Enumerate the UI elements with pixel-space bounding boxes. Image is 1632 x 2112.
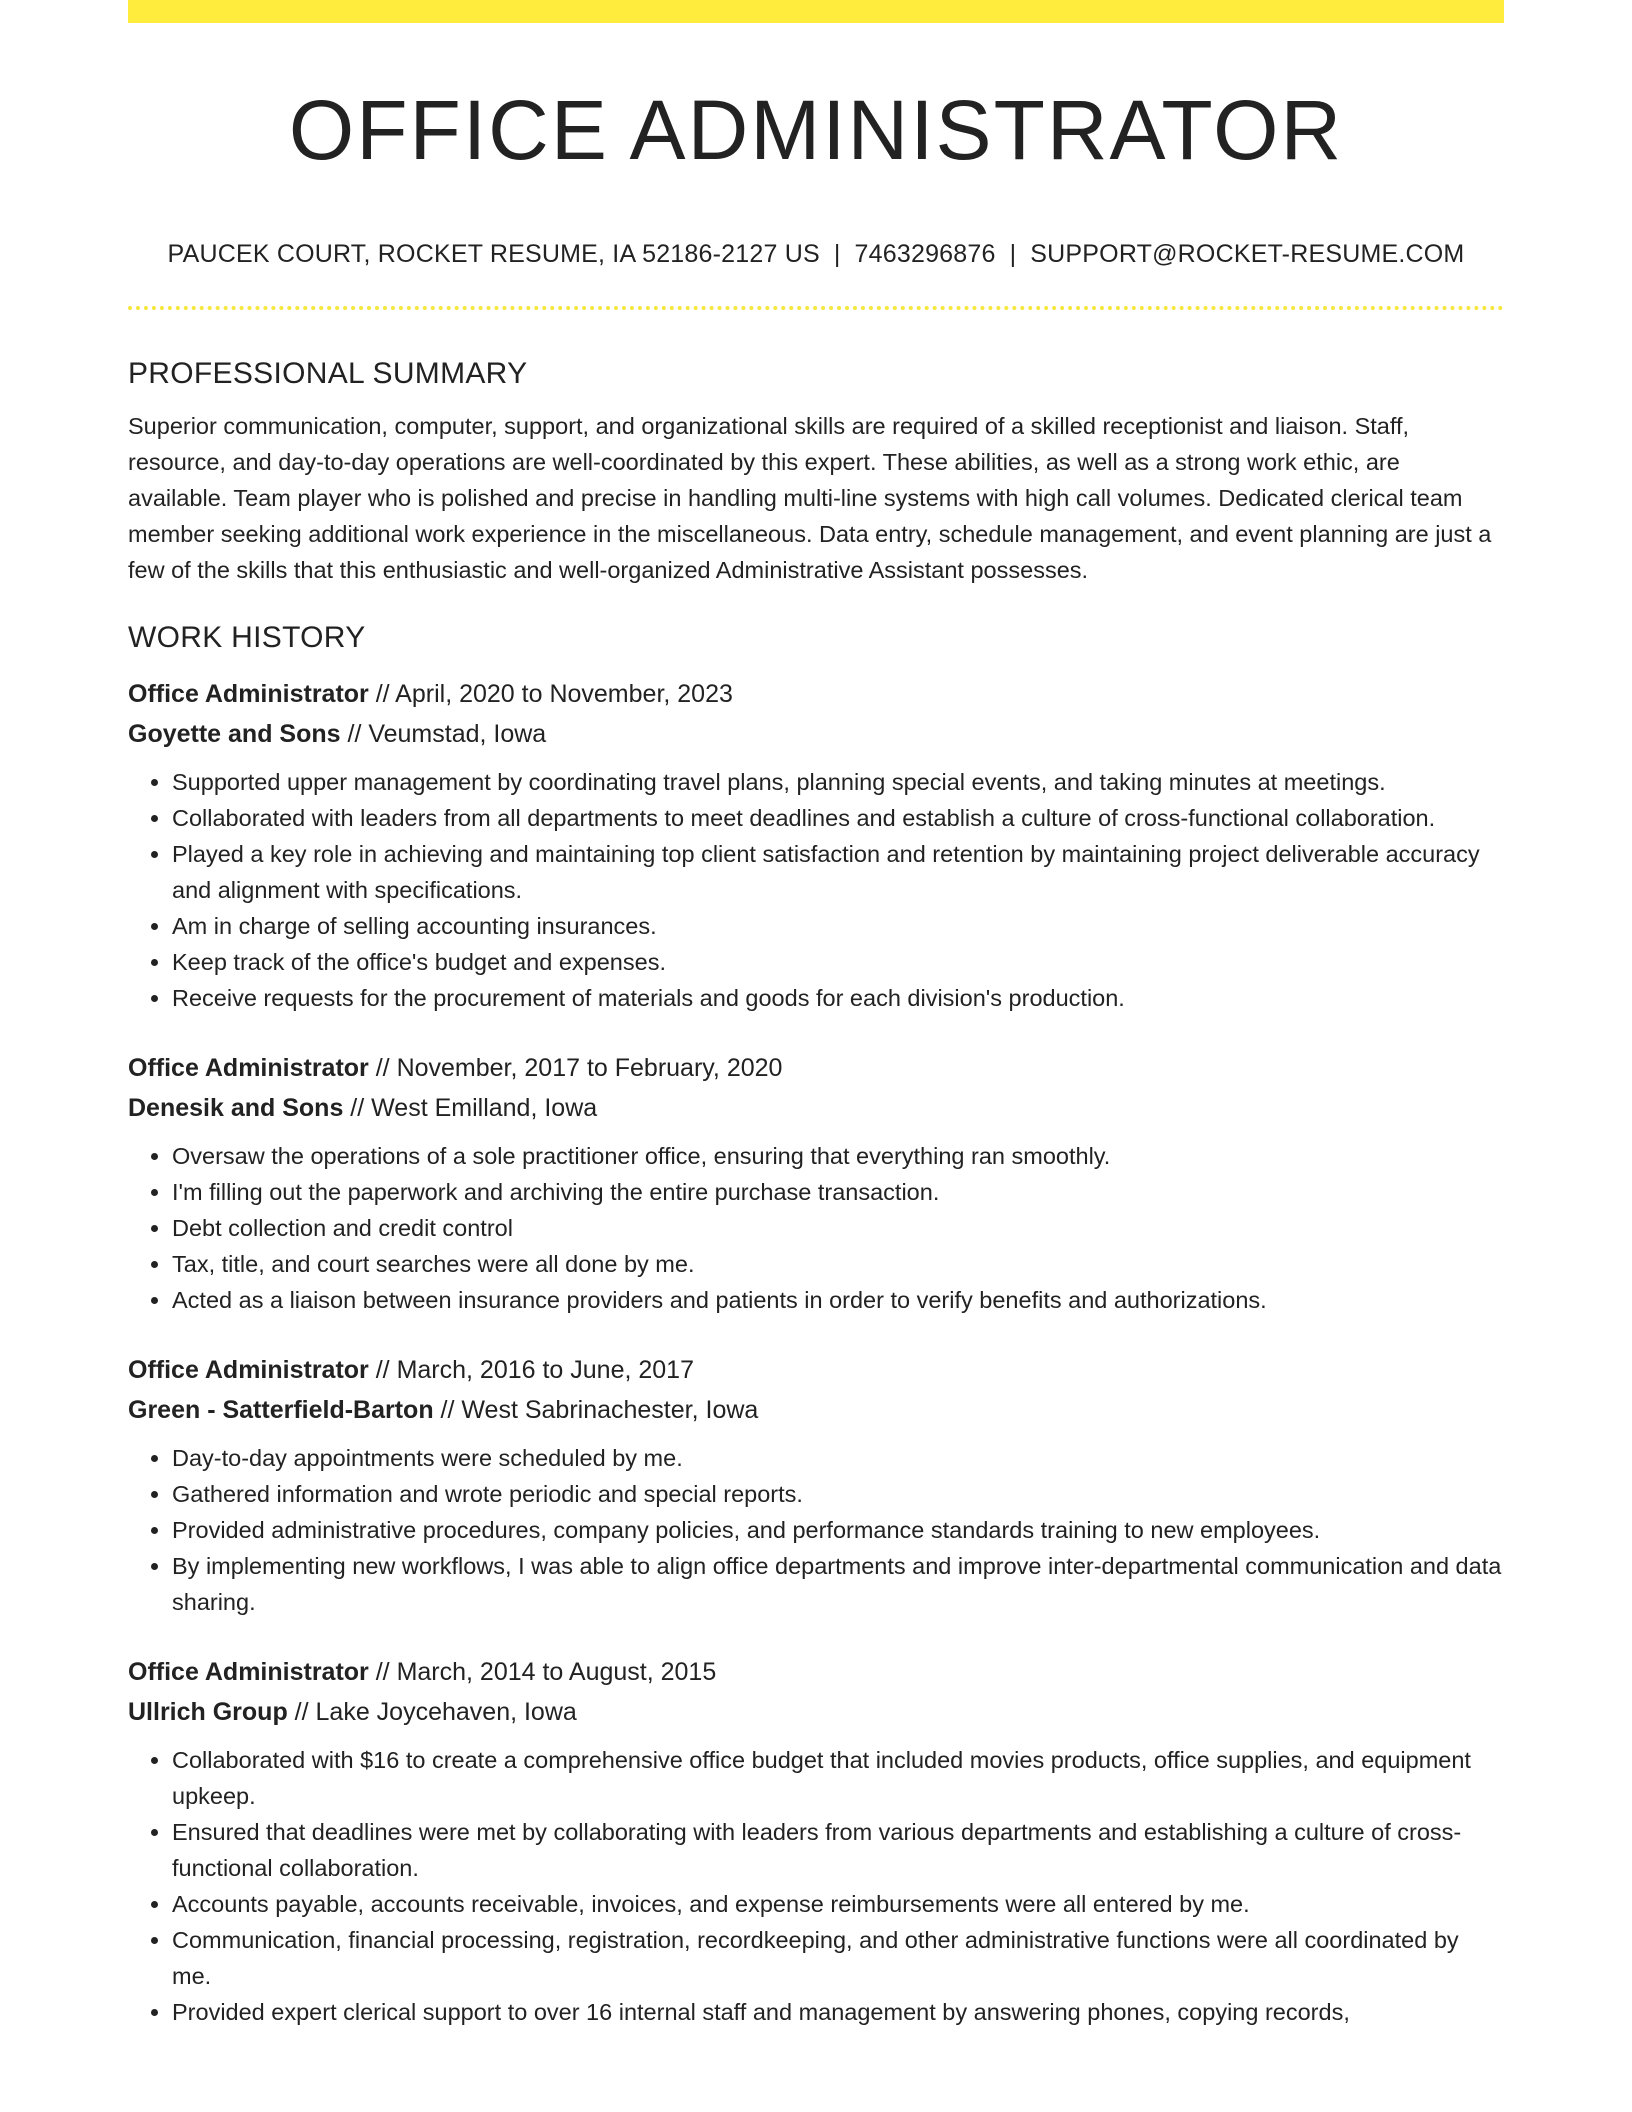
job-role: Office Administrator bbox=[128, 1054, 369, 1082]
job-company-line bbox=[128, 1088, 1504, 1128]
bullet-item: • Collaborated with $16 to create a comprehensive office budget that included movies products, office supplies, and equipment upkeep. bbox=[172, 1742, 1504, 1814]
job-bullets bbox=[128, 1138, 1504, 1318]
job-role: Office Administrator bbox=[128, 1356, 369, 1384]
separator: | bbox=[833, 240, 841, 268]
job-entry bbox=[128, 1652, 1504, 2030]
bullet-item: • By implementing new workflows, I was able to align office departments and improve inter-departmental communication and data sharing. bbox=[172, 1548, 1504, 1620]
bullet-item: • Receive requests for the procurement of materials and goods for each division's production. bbox=[172, 980, 1504, 1016]
bullet-item: • Supported upper management by coordinating travel plans, planning special events, and taking minutes at meetings. bbox=[172, 764, 1504, 800]
job-location: // West Sabrinachester, Iowa bbox=[433, 1396, 759, 1424]
bullet-item: • Day-to-day appointments were scheduled by me. bbox=[172, 1440, 1504, 1476]
dotted-divider bbox=[128, 306, 1504, 310]
contact-line bbox=[128, 236, 1504, 272]
address: PAUCEK COURT, ROCKET RESUME, IA 52186-2127 US bbox=[167, 240, 820, 268]
job-entry bbox=[128, 1048, 1504, 1318]
job-role-line bbox=[128, 1048, 1504, 1088]
summary-heading: PROFESSIONAL SUMMARY bbox=[128, 357, 528, 390]
job-role: Office Administrator bbox=[128, 1658, 369, 1686]
job-role-line bbox=[128, 674, 1504, 714]
bullet-item: • Ensured that deadlines were met by collaborating with leaders from various departments and establishing a culture of cross-functional collaboration. bbox=[172, 1814, 1504, 1886]
phone: 7463296876 bbox=[854, 240, 996, 268]
job-location: // Veumstad, Iowa bbox=[340, 720, 547, 748]
bullet-item: • Am in charge of selling accounting insurances. bbox=[172, 908, 1504, 944]
bullet-item: • Provided administrative procedures, company policies, and performance standards training to new employees. bbox=[172, 1512, 1504, 1548]
bullet-item: • Communication, financial processing, registration, recordkeeping, and other administrative functions were all coordinated by me. bbox=[172, 1922, 1504, 1994]
job-dates: // April, 2020 to November, 2023 bbox=[368, 680, 733, 708]
job-location: // Lake Joycehaven, Iowa bbox=[287, 1698, 577, 1726]
bullet-item: • Keep track of the office's budget and expenses. bbox=[172, 944, 1504, 980]
job-dates: // March, 2014 to August, 2015 bbox=[368, 1658, 717, 1686]
job-company: Ullrich Group bbox=[128, 1698, 288, 1726]
bullet-item: • Collaborated with leaders from all departments to meet deadlines and establish a culture of cross-functional collaboration. bbox=[172, 800, 1504, 836]
page-title: OFFICE ADMINISTRATOR bbox=[288, 83, 1344, 177]
job-entry bbox=[128, 674, 1504, 1016]
job-role: Office Administrator bbox=[128, 680, 369, 708]
job-role-line bbox=[128, 1652, 1504, 1692]
bullet-item: • Gathered information and wrote periodic and special reports. bbox=[172, 1476, 1504, 1512]
work-history-heading: WORK HISTORY bbox=[128, 621, 366, 654]
bullet-item: • I'm filling out the paperwork and archiving the entire purchase transaction. bbox=[172, 1174, 1504, 1210]
job-entry bbox=[128, 1350, 1504, 1620]
bullet-item: • Acted as a liaison between insurance providers and patients in order to verify benefits and authorizations. bbox=[172, 1282, 1504, 1318]
job-list bbox=[128, 674, 1504, 2030]
bullet-item: • Accounts payable, accounts receivable, invoices, and expense reimbursements were all entered by me. bbox=[172, 1886, 1504, 1922]
bullet-item: • Oversaw the operations of a sole practitioner office, ensuring that everything ran smoothly. bbox=[172, 1138, 1504, 1174]
summary-text: Superior communication, computer, support, and organizational skills are required of a skilled receptionist and liaison. Staff, resource, and day-to-day operations are well-coordinated by this expert. These abilities, as well as a strong work ethic, are available. Team player who is polished and precise in handling multi-line systems with high call volumes. Dedicated clerical team member seeking additional work experience in the miscellaneous. Data entry, schedule management, and event planning are just a few of the skills that this enthusiastic and well-organized Administrative Assistant possesses. bbox=[128, 413, 1492, 583]
job-bullets bbox=[128, 1440, 1504, 1620]
bullet-item: • Debt collection and credit control bbox=[172, 1210, 1504, 1246]
job-bullets bbox=[128, 1742, 1504, 2030]
bullet-item: • Tax, title, and court searches were all done by me. bbox=[172, 1246, 1504, 1282]
separator: | bbox=[1009, 240, 1017, 268]
job-role-line bbox=[128, 1350, 1504, 1390]
job-company-line bbox=[128, 1692, 1504, 1732]
job-company-line bbox=[128, 1390, 1504, 1430]
job-company: Green - Satterfield-Barton bbox=[128, 1396, 434, 1424]
job-company: Goyette and Sons bbox=[128, 720, 341, 748]
job-bullets bbox=[128, 764, 1504, 1016]
job-location: // West Emilland, Iowa bbox=[343, 1094, 598, 1122]
job-dates: // November, 2017 to February, 2020 bbox=[368, 1054, 783, 1082]
bullet-item: • Played a key role in achieving and maintaining top client satisfaction and retention by maintaining project deliverable accuracy and alignment with specifications. bbox=[172, 836, 1504, 908]
job-company: Denesik and Sons bbox=[128, 1094, 344, 1122]
job-company-line bbox=[128, 714, 1504, 754]
accent-bar bbox=[128, 0, 1504, 23]
job-dates: // March, 2016 to June, 2017 bbox=[368, 1356, 694, 1384]
resume-body bbox=[128, 352, 1504, 2030]
bullet-item: • Provided expert clerical support to over 16 internal staff and management by answering phones, copying records, bbox=[172, 1994, 1504, 2030]
email: SUPPORT@ROCKET-RESUME.COM bbox=[1030, 240, 1465, 268]
